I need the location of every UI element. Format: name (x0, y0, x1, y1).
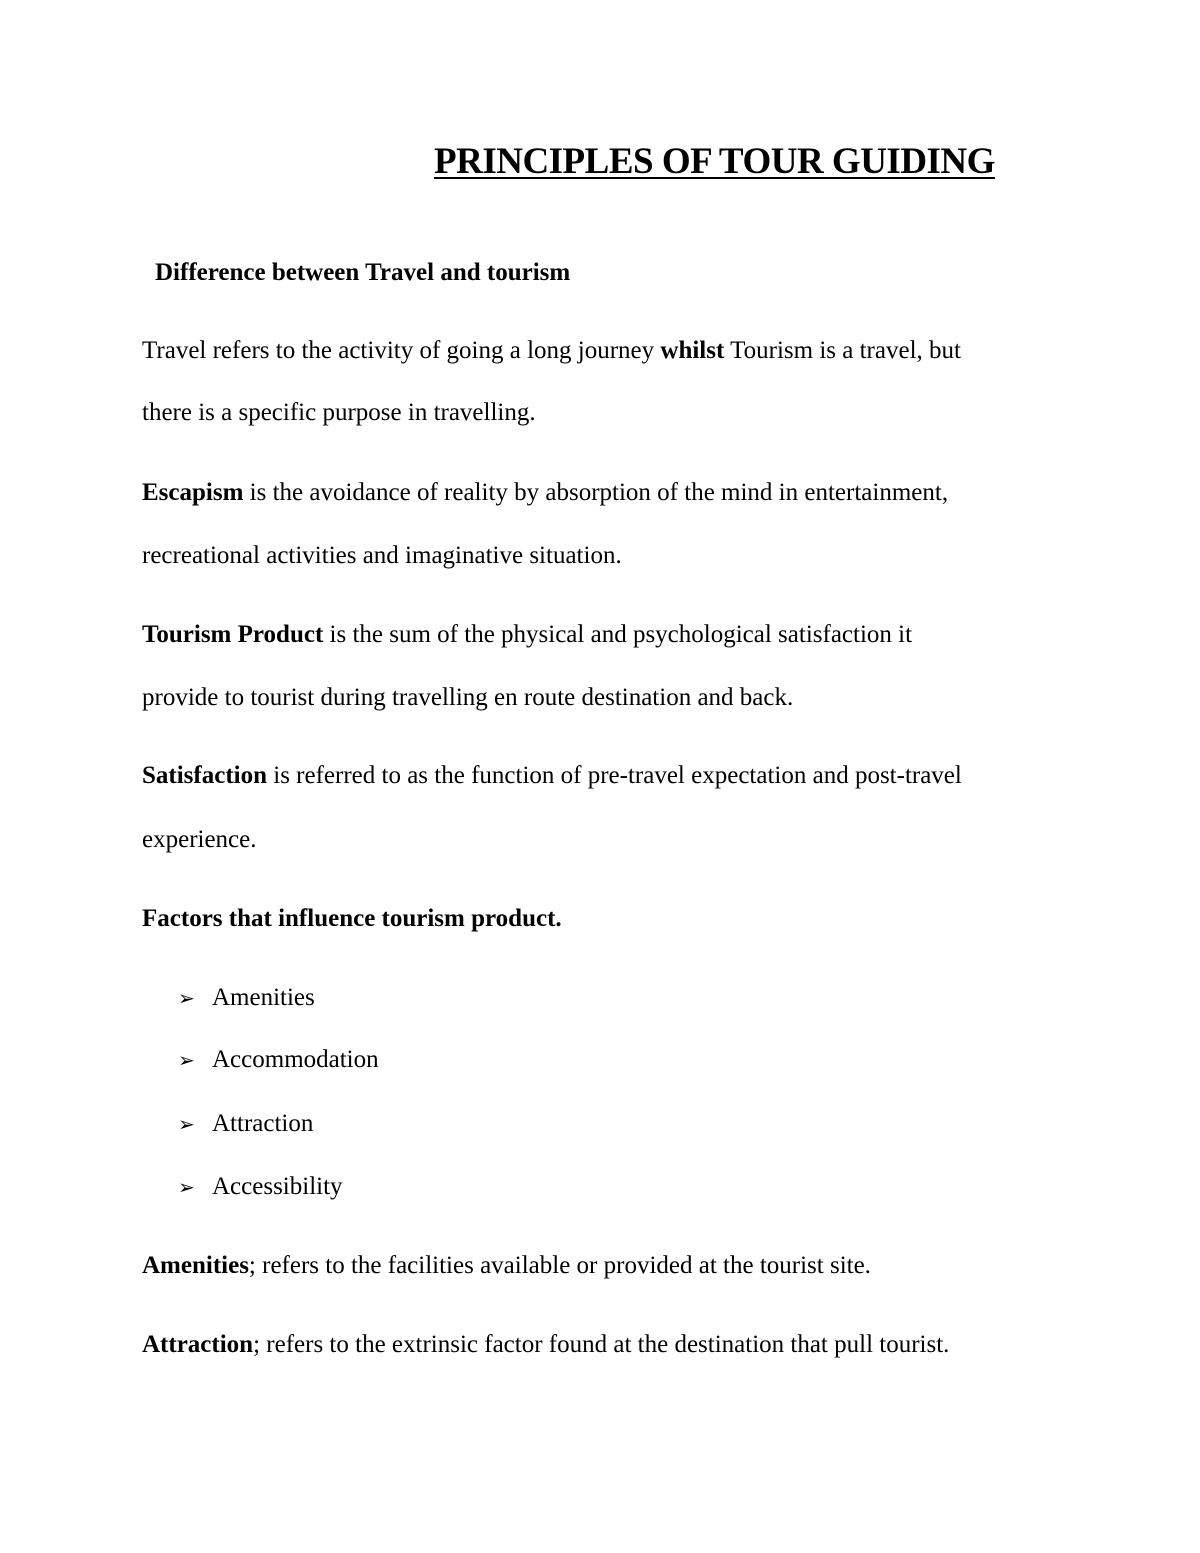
amenities-definition (142, 1251, 871, 1281)
tourism-product-term: Tourism Product (142, 621, 324, 648)
attraction-definition (142, 1330, 949, 1360)
satisfaction-definition-line-1 (142, 761, 962, 791)
list-item-label: Accessibility (212, 1173, 343, 1200)
amenities-definition-text: ; refers to the facilities available or provided at the tourist site. (248, 1252, 871, 1279)
escapism-definition-text: is the avoidance of reality by absorption of the mind in entertainment, (243, 479, 949, 506)
satisfaction-definition-text: is referred to as the function of pre-travel expectation and post-travel (267, 762, 962, 789)
escapism-definition-line-1 (142, 478, 948, 508)
arrow-bullet-icon: ➢ (178, 1112, 195, 1136)
travel-definition-text: Travel refers to the activity of going a long journey (142, 337, 661, 364)
satisfaction-term: Satisfaction (142, 762, 267, 789)
tourism-product-definition-line-2: provide to tourist during travelling en route destination and back. (142, 684, 794, 711)
tourism-product-definition-line-1 (142, 620, 912, 650)
amenities-term: Amenities (142, 1252, 249, 1279)
list-item-label: Accommodation (212, 1046, 379, 1073)
list-item-label: Amenities (212, 984, 315, 1011)
attraction-term: Attraction (142, 1331, 254, 1358)
escapism-definition-line-2: recreational activities and imaginative situation. (142, 542, 622, 569)
tourism-product-definition-text: is the sum of the physical and psychological satisfaction it (323, 621, 913, 648)
whilst-emphasis: whilst (660, 337, 725, 364)
list-item (178, 1045, 379, 1075)
attraction-definition-text: ; refers to the extrinsic factor found at the destination that pull tourist. (253, 1331, 950, 1358)
arrow-bullet-icon: ➢ (178, 1048, 195, 1072)
list-item (178, 1172, 343, 1202)
document-title: PRINCIPLES OF TOUR GUIDING (434, 141, 995, 182)
list-item (178, 983, 315, 1013)
satisfaction-definition-line-2: experience. (142, 826, 257, 853)
list-item (178, 1109, 313, 1139)
arrow-bullet-icon: ➢ (178, 1175, 195, 1199)
list-item-label: Attraction (212, 1110, 314, 1137)
travel-definition-line-2: there is a specific purpose in travelling. (142, 399, 536, 426)
travel-definition-text-continued: Tourism is a travel, but (724, 337, 961, 364)
section-subheading: Difference between Travel and tourism (155, 259, 571, 286)
escapism-term: Escapism (142, 479, 244, 506)
travel-definition-line-1 (142, 336, 961, 366)
arrow-bullet-icon: ➢ (178, 986, 195, 1010)
factors-heading: Factors that influence tourism product. (142, 905, 562, 932)
